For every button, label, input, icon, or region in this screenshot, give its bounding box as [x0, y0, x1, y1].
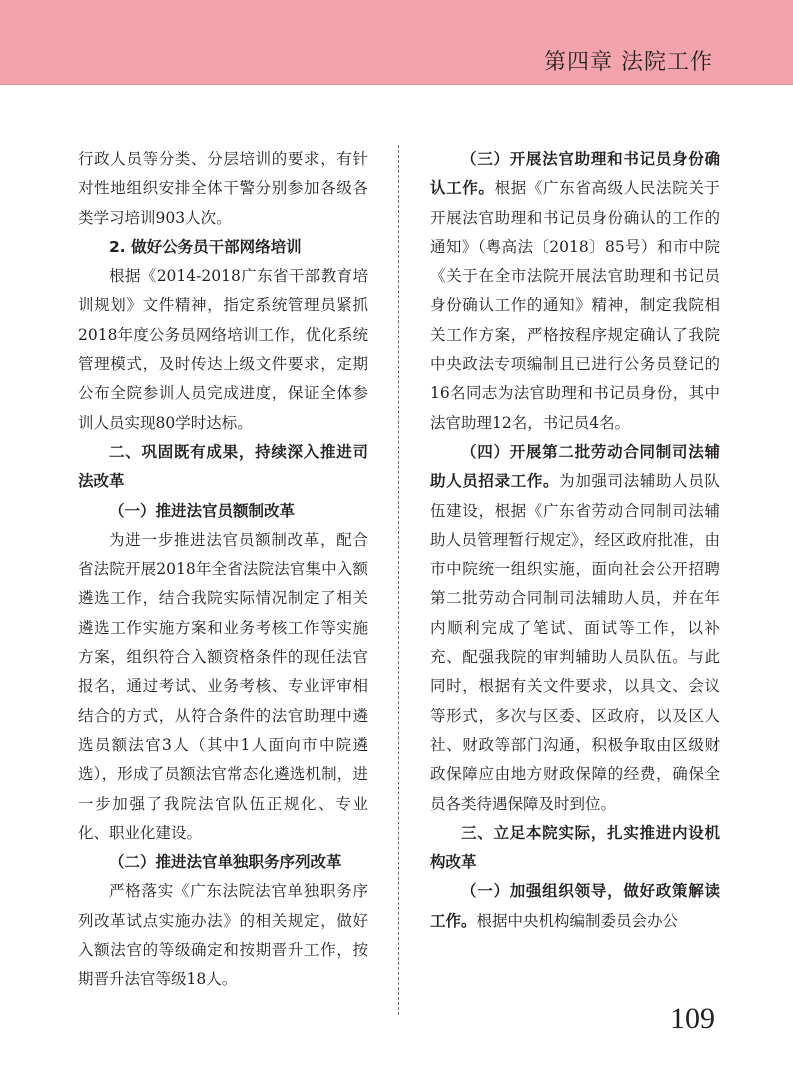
paragraph: 根据《2014-2018广东省干部教育培训规划》文件精神，指定系统管理员紧抓2018年度公务员网络培训工作，优化系统管理模式，及时传达上级文件要求，定期公布全院参训人员完成进度，保证全体参训人员实现80学时达标。 [78, 267, 368, 432]
column-divider [398, 145, 399, 1015]
paragraph [430, 438, 720, 819]
section-heading: （二）推进法官单独职务序列改革 [109, 853, 342, 872]
paragraph: 为进一步推进法官员额制改革，配合省法院开展2018年全省法院法官集中入额遴选工作，结合我院实际情况制定了相关遴选工作实施方案和业务考核工作等实施方案，组织符合入额资格条件的现任法官报名，通过考试、业务考核、专业评审相结合的方式，从符合条件的法官助理中遴选员额法官3人（其中1人面向市中院遴选），形成了员额法官常态化遴选机制，进一步加强了我院法官队伍正规化、专业化、职业化建设。 [78, 530, 368, 842]
inline-heading: （四）开展第二批劳动合同制司法辅助人员招录工作。 [430, 442, 720, 491]
section-heading: （一）推进法官员额制改革 [109, 501, 296, 520]
section-heading: 三、立足本院实际，扎实推进内设机构改革 [430, 823, 720, 872]
section-heading: 二、巩固既有成果，持续深入推进司法改革 [78, 442, 368, 491]
header-rule [0, 84, 793, 85]
paragraph [430, 145, 720, 438]
page-number: 109 [670, 1002, 715, 1035]
left-column [78, 145, 368, 995]
paragraph [430, 877, 720, 936]
right-column [430, 145, 720, 936]
paragraph: 严格落实《广东法院法官单独职务序列改革试点实施办法》的相关规定，做好入额法官的等级确定和按期晋升工作，按期晋升法官等级18人。 [78, 882, 368, 989]
paragraph-body: 为加强司法辅助人员队伍建设，根据《广东省劳动合同制司法辅助人员管理暂行规定》，经区政府批准，由市中院统一组织实施，面向社会公开招聘第二批劳动合同制司法辅助人员，并在年内顺利完成了笔试、面试等工作，以补充、配强我院的审判辅助人员队伍。与此同时，根据有关文件要求，以具文、会议等形式，多次与区委、区政府，以及区人社、财政等部门沟通，积极争取由区级财政保障应由地方财政保障的经费，确保全员各类待遇保障及时到位。 [430, 472, 720, 813]
chapter-title: 第四章 法院工作 [544, 50, 713, 75]
inline-heading: （一）加强组织领导，做好政策解读工作。 [430, 882, 720, 930]
inline-heading: （三）开展法官助理和书记员身份确认工作。 [430, 150, 720, 198]
paragraph: 行政人员等分类、分层培训的要求，有针对性地组织安排全体干警分别参加各级各类学习培训903人次。 [78, 150, 368, 227]
paragraph-body: 根据中央机构编制委员会办公 [476, 911, 679, 930]
section-heading: 2. 做好公务员干部网络培训 [109, 237, 302, 256]
paragraph-body: 根据《广东省高级人民法院关于开展法官助理和书记员身份确认的工作的通知》（粤高法〔2018〕85号）和市中院《关于在全市法院开展法官助理和书记员身份确认工作的通知》精神，制定我院相关工作方案，严格按程序规定确认了我院中央政法专项编制且已进行公务员登记的16名同志为法官助理和书记员身份，其中法官助理12名，书记员4名。 [430, 179, 720, 432]
